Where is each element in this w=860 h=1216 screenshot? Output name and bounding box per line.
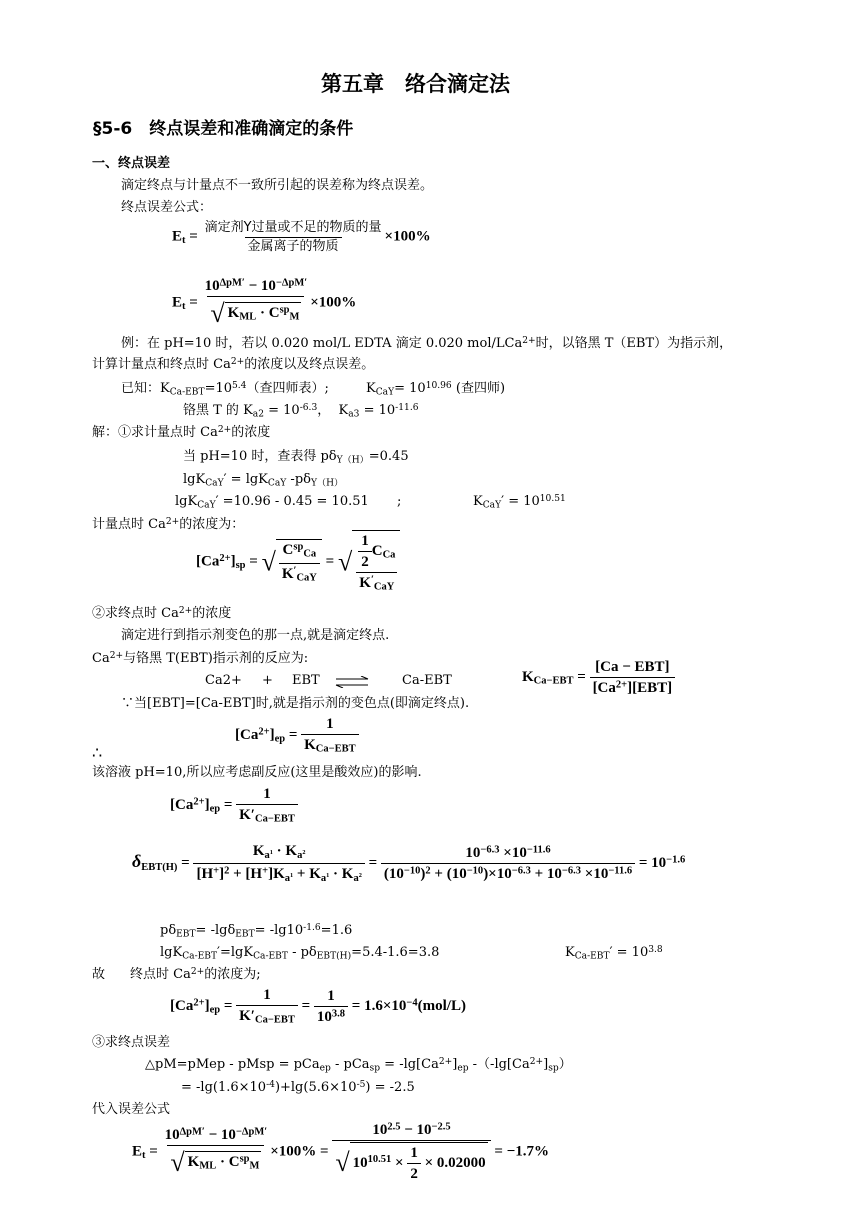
k-ca-ebt-value: $K_{Ca-EBT}' = 10^{3.8}$ [565,945,663,962]
solution-line-3-separator: ; [397,494,402,509]
intro-definition: 滴定终点与计量点不一致所引起的误差称为终点误差。 [121,178,434,193]
solution-line-1: 当 pH=10 时，查表得 $p\delta_{Y(H)}=0.45$ [183,449,409,466]
equilibrium-arrows-icon [334,676,372,688]
reaction-left: Ca2+ [205,673,242,688]
known-values-1: 已知：$K_{Ca-EBT}=10^{5.4}$（查四师表）; [121,381,329,398]
substitute-label: 代入误差公式 [92,1102,171,1117]
example-line-1: 例：在 pH=10 时，若以 0.020 mol/L EDTA 滴定 0.020 mol/LCa$^{2+}$时，以铬黑 T（EBT）为指示剂， [121,336,733,352]
known-values-2: $K_{CaY}= 10^{10.96}$ (查四师) [366,381,506,398]
part1-heading: 一、终点误差 [92,156,171,171]
solution-line-2: lgK$_{CaY}$′ = lgK$_{CaY}$ $-p\delta_{Y(H)}$ [183,472,344,489]
solution-step-1: 解：①求计量点时 $Ca^{2+}$的浓度 [92,425,271,441]
sp-concentration-label: 计量点时 $Ca^{2+}$的浓度为： [92,517,245,533]
formula-1: $E_t$ = $\frac{\text{滴定剂Y过量或不足的物质的量}}{\text{金属离子的物质}}$ ×100% [172,220,431,254]
solution-line-3-k: $K_{CaY}' = 10^{10.51}$ [473,494,566,511]
k-ca-ebt-equation: $K_{Ca-EBT}$ = $\frac{\text{[Ca − EBT]}}{[Ca^{2+}][EBT]}$ [522,658,675,697]
known-values-3: 铬黑 T 的 $K_{a2} = 10^{-6.3}$， $K_{a3} = 10^{-11.6}$ [183,403,419,420]
therefore-symbol: ∴ [92,743,103,762]
so-label: 故 [92,967,106,982]
delta-pm-line-2: = $-\lg(1.6\times 10^{-4})+\lg(5.6\times 10^{-5}) = -2.5$ [181,1080,415,1096]
ep-concentration-label: 终点时 $Ca^{2+}$的浓度为; [130,967,261,983]
reaction-product: Ca-EBT [402,673,452,688]
ep-equation-2: $[Ca^{2+}]_{ep}$ = $\frac{1}{K'_{Ca-EBT}}$ [170,785,298,826]
section-title: §5-6 终点误差和准确滴定的条件 [93,119,354,139]
side-reaction-note: 该溶液 pH=10,所以应考虑副反应(这里是酸效应)的影响. [92,765,422,780]
formula-2: $E_t$ = $\frac{10^{\Delta pM'} - 10^{-\Delta pM'}}{√ K_{ML} \cdot C^{sp}_M}$ ×100% [172,277,357,328]
final-error-equation: $E_t$ = $\frac{10^{\Delta pM'} - 10^{-\Delta pM'}}{√ K_{ML} \cdot C^{sp}_M}$ ×100% = $10^{2.5} - 10^{-2.5}$ √ $10^{10.51}$ × $\frac{1}{2}$ × 0.02000 = −1.7% [132,1121,549,1182]
ep-equation-3: $[Ca^{2+}]_{ep}$ = $\frac{1}{K'_{Ca-EBT}}$ = $\frac{1}{10^{3.8}}$ = $1.6\times 10^{-4}(mol/L)$ [170,987,466,1026]
solution-line-3: lgK$_{CaY}$′ =10.96 - 0.45 = 10.51 [175,494,369,511]
because-line: ∵当[EBT]=[Ca-EBT]时,就是指示剂的变色点(即滴定终点). [121,696,470,711]
solution-step-2: ②求终点时 $Ca^{2+}$的浓度 [92,606,232,622]
delta-equation: $\delta_{EBT(H)}$ = $\frac{K_{a^1} \cdot K_{a^2}}{[H^+]^2 + [H^+]K_{a^1} + K_{a^1} \cdot K_{a^2}}$ = $\frac{10^{-6.3} \times 10^{-11.6}}{(10^{-10})^2 + (10^{-10})\times 10^{-6.3} + 10^{-6.3} \times 10^{-11.6}}$ = $10^{-1.6}$ [132,843,686,884]
intro-formula-label: 终点误差公式： [121,200,213,215]
chapter-title: 第五章 络合滴定法 [321,72,510,96]
delta-pm-line-1: △pM=pMep - pMsp = $pCa_{ep} - pCa_{sp} = -\lg[Ca^{2+}]_{ep}$ $-(-\lg[Ca^{2+}]_{sp})$ [145,1057,572,1074]
example-line-2: 计算计量点和终点时 $Ca^{2+}$的浓度以及终点误差。 [92,357,375,373]
endpoint-definition: 滴定进行到指示剂变色的那一点,就是滴定终点. [121,628,390,643]
reaction-label: $Ca^{2+}$与铬黑 T(EBT)指示剂的反应为: [92,651,309,667]
solution-step-3: ③求终点误差 [92,1035,171,1050]
lgk-ca-ebt-line: $\lg K_{Ca-EBT}'=\lg K_{Ca-EBT} - p\delta_{EBT(H)}=5.4-1.6=3.8$ [160,945,440,962]
sp-equation: $[Ca^{2+}]_{sp}$ = √ $\frac{C^{sp}_{Ca}}{K'_{CaY}}$ = √ $\frac{1}{2}$ $C_{Ca}$ $K'_{CaY}$ [196,530,400,594]
reaction-plus: + [262,673,273,688]
ep-equation-1: $[Ca^{2+}]_{ep}$ = $\frac{1}{K_{Ca-EBT}}$ [235,715,359,756]
reaction-ebt: EBT [292,673,320,688]
p-delta-line: $p\delta_{EBT}= -\lg\delta_{EBT}= -\lg 10^{-1.6}=1.6$ [160,923,353,940]
